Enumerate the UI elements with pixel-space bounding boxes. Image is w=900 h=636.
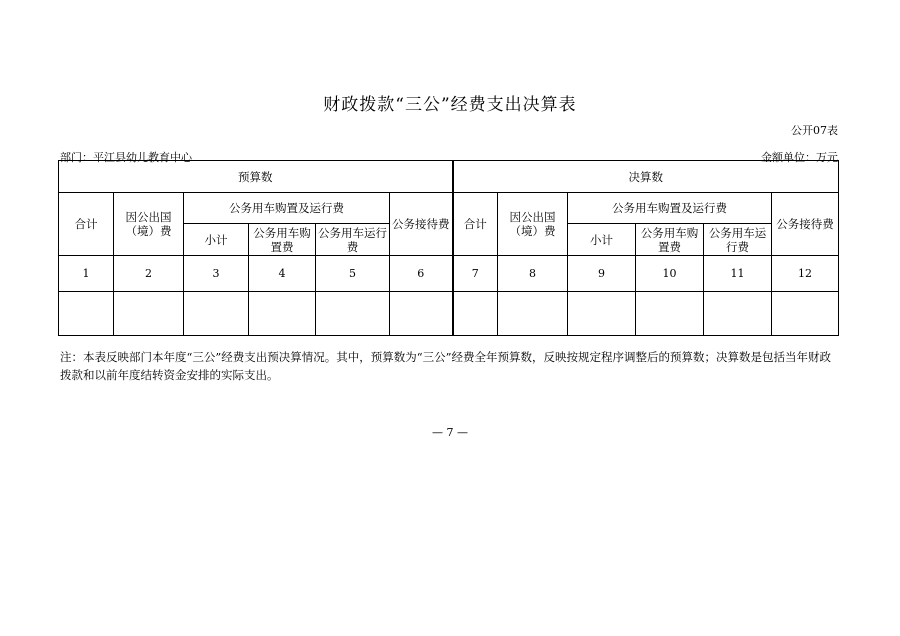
column-number: 5 bbox=[316, 256, 390, 292]
column-number: 9 bbox=[568, 256, 636, 292]
value-cell bbox=[316, 292, 390, 336]
form-code: 公开07表 bbox=[791, 124, 838, 137]
column-number: 6 bbox=[390, 256, 453, 292]
column-number: 4 bbox=[249, 256, 316, 292]
budget-subtotal-header: 小计 bbox=[184, 224, 249, 256]
final-reception-header: 公务接待费 bbox=[772, 193, 839, 256]
column-number: 2 bbox=[114, 256, 184, 292]
budget-vehicle-group-header: 公务用车购置及运行费 bbox=[184, 193, 390, 224]
value-cell bbox=[772, 292, 839, 336]
budget-vehicle-purchase-header: 公务用车购置费 bbox=[249, 224, 316, 256]
value-cell bbox=[704, 292, 772, 336]
budget-reception-header: 公务接待费 bbox=[390, 193, 453, 256]
value-cell bbox=[249, 292, 316, 336]
column-number: 3 bbox=[184, 256, 249, 292]
value-row bbox=[59, 292, 839, 336]
budget-abroad-header: 因公出国（境）费 bbox=[114, 193, 184, 256]
value-cell bbox=[59, 292, 114, 336]
final-subtotal-header: 小计 bbox=[568, 224, 636, 256]
unit-label: 金额单位：万元 bbox=[761, 151, 838, 164]
department-label: 部门：平江县幼儿教育中心 bbox=[60, 151, 192, 164]
column-number: 1 bbox=[59, 256, 114, 292]
value-cell bbox=[453, 292, 498, 336]
value-cell bbox=[568, 292, 636, 336]
column-number: 11 bbox=[704, 256, 772, 292]
budget-header: 预算数 bbox=[59, 161, 453, 193]
value-cell bbox=[636, 292, 704, 336]
final-vehicle-operation-header: 公务用车运行费 bbox=[704, 224, 772, 256]
final-abroad-header: 因公出国（境）费 bbox=[498, 193, 568, 256]
column-number: 10 bbox=[636, 256, 704, 292]
final-total-header: 合计 bbox=[453, 193, 498, 256]
column-number: 12 bbox=[772, 256, 839, 292]
budget-total-header: 合计 bbox=[59, 193, 114, 256]
page-number: — 7 — bbox=[432, 426, 468, 439]
column-number: 7 bbox=[453, 256, 498, 292]
column-number-row bbox=[59, 256, 839, 292]
page-title: 财政拨款“三公”经费支出决算表 bbox=[323, 95, 577, 115]
table-note: 注：本表反映部门本年度“三公”经费支出预决算情况。其中，预算数为“三公”经费全年预算数，反映按规定程序调整后的预算数；决算数是包括当年财政拨款和以前年度结转资金安排的实际支出。 bbox=[60, 350, 832, 382]
final-header: 决算数 bbox=[453, 161, 839, 193]
value-cell bbox=[114, 292, 184, 336]
three-public-expense-table bbox=[58, 160, 839, 336]
budget-vehicle-operation-header: 公务用车运行费 bbox=[316, 224, 390, 256]
final-vehicle-group-header: 公务用车购置及运行费 bbox=[568, 193, 772, 224]
column-number: 8 bbox=[498, 256, 568, 292]
value-cell bbox=[390, 292, 453, 336]
value-cell bbox=[498, 292, 568, 336]
value-cell bbox=[184, 292, 249, 336]
final-vehicle-purchase-header: 公务用车购置费 bbox=[636, 224, 704, 256]
